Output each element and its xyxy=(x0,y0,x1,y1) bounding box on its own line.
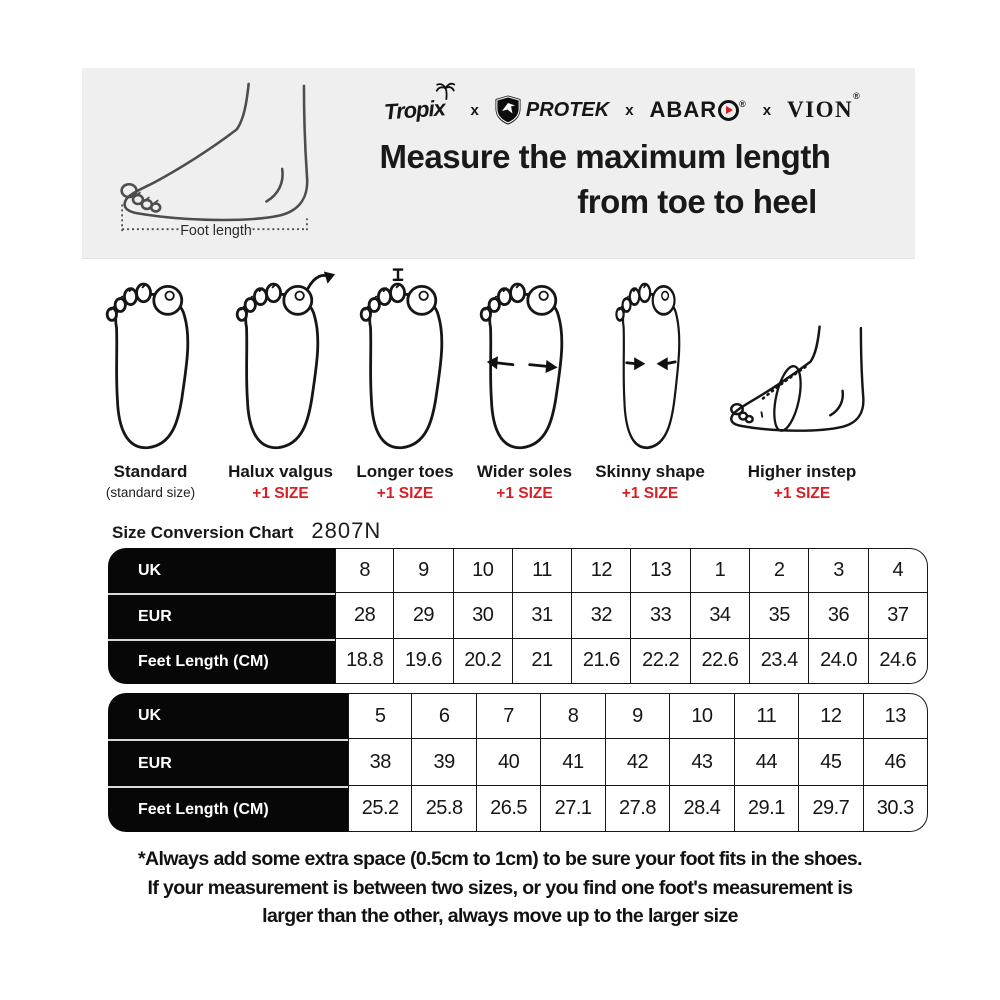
size-cell: 12 xyxy=(799,693,863,739)
brand-separator: x xyxy=(762,101,772,119)
size-cell: 30.3 xyxy=(864,786,928,832)
foot-type-higher-instep xyxy=(712,262,892,503)
size-cell: 29.7 xyxy=(799,786,863,832)
size-cell: 27.8 xyxy=(606,786,670,832)
size-cell: 24.6 xyxy=(869,639,928,684)
heading-line-2: from toe to heel xyxy=(577,183,817,220)
size-cell: 45 xyxy=(799,739,863,785)
size-cell: 10 xyxy=(670,693,734,739)
size-cell: 13 xyxy=(631,548,690,593)
standard-foot-illustration xyxy=(88,262,213,456)
size-cell: 42 xyxy=(606,739,670,785)
size-cell: 6 xyxy=(412,693,476,739)
tropix-logo xyxy=(383,95,455,126)
foot-type-label: Skinny shape xyxy=(595,462,705,481)
size-cell: 33 xyxy=(631,593,690,638)
size-cell: 39 xyxy=(412,739,476,785)
size-cell: 1 xyxy=(691,548,750,593)
vion-logo xyxy=(787,91,862,123)
size-cell: 22.6 xyxy=(691,639,750,684)
size-cell: 2 xyxy=(750,548,809,593)
foot-type-label: Standard xyxy=(113,462,188,481)
size-cell: 4 xyxy=(869,548,928,593)
size-cell: 9 xyxy=(606,693,670,739)
size-cell: 30 xyxy=(454,593,513,638)
abaro-reg-mark: ® xyxy=(739,99,747,109)
size-cell: 18.8 xyxy=(335,639,394,684)
brand-separator: x xyxy=(625,101,634,119)
vion-reg-mark: ® xyxy=(853,91,862,101)
size-cell: 8 xyxy=(335,548,394,593)
measure-banner xyxy=(82,68,915,259)
foot-type-standard xyxy=(88,262,213,500)
size-cell: 22.2 xyxy=(631,639,690,684)
size-cell: 25.8 xyxy=(412,786,476,832)
foot-type-sublabel: +1 SIZE xyxy=(773,485,831,502)
row-header: EUR xyxy=(108,593,335,638)
foot-type-sublabel: +1 SIZE xyxy=(621,485,679,502)
foot-type-sublabel: +1 SIZE xyxy=(252,485,309,502)
size-cell: 5 xyxy=(348,693,412,739)
foot-type-halux-valgus xyxy=(213,262,348,503)
row-header: Feet Length (CM) xyxy=(108,639,335,684)
vion-text: VION xyxy=(787,97,854,122)
size-cell: 28 xyxy=(335,593,394,638)
row-header: UK xyxy=(108,548,335,593)
size-cell: 23.4 xyxy=(750,639,809,684)
foot-type-label: Higher instep xyxy=(747,462,857,481)
size-cell: 44 xyxy=(735,739,799,785)
size-cell: 41 xyxy=(541,739,605,785)
brand-separator: x xyxy=(470,101,479,119)
size-cell: 10 xyxy=(454,548,513,593)
size-cell: 26.5 xyxy=(477,786,541,832)
row-header: Feet Length (CM) xyxy=(108,786,348,832)
size-cell: 43 xyxy=(670,739,734,785)
higher-instep-illustration xyxy=(712,262,892,456)
foot-type-label: Wider soles xyxy=(476,462,573,481)
palm-tree-icon xyxy=(435,81,456,100)
size-cell: 9 xyxy=(394,548,453,593)
size-cell: 32 xyxy=(572,593,631,638)
foot-type-wider-soles xyxy=(462,262,587,503)
size-cell: 20.2 xyxy=(454,639,513,684)
size-cell: 31 xyxy=(513,593,572,638)
footnote-line-1: *Always add some extra space (0.5cm to 1cm) to be sure your foot fits in the shoes. xyxy=(138,848,862,870)
foot-type-label: Longer toes xyxy=(356,462,454,481)
footnote-line-2: If your measurement is between two sizes, or you find one foot's measurement is xyxy=(147,876,853,899)
size-cell: 36 xyxy=(809,593,868,638)
heading-line-1: Measure the maximum length xyxy=(379,138,831,175)
wider-soles-illustration xyxy=(462,262,587,456)
rotate-arrow-icon xyxy=(308,271,335,288)
size-cell: 38 xyxy=(348,739,412,785)
protek-logo xyxy=(495,95,609,125)
size-cell: 13 xyxy=(864,693,928,739)
abaro-o-icon xyxy=(718,100,739,121)
row-header: EUR xyxy=(108,739,348,785)
foot-length-label: Foot length xyxy=(180,223,252,240)
size-cell: 37 xyxy=(869,593,928,638)
foot-type-sublabel: +1 SIZE xyxy=(496,485,553,502)
size-cell: 35 xyxy=(750,593,809,638)
size-cell: 11 xyxy=(513,548,572,593)
size-cell: 27.1 xyxy=(541,786,605,832)
brand-row xyxy=(340,82,905,138)
chart-title-row xyxy=(112,518,381,544)
footnote xyxy=(0,845,1000,931)
size-cell: 3 xyxy=(809,548,868,593)
foot-type-sublabel: +1 SIZE xyxy=(376,485,434,502)
foot-type-longer-toes xyxy=(345,262,465,503)
chart-title: Size Conversion Chart xyxy=(112,523,294,542)
foot-type-skinny-shape xyxy=(585,262,715,503)
size-cell: 25.2 xyxy=(348,786,412,832)
abaro-logo xyxy=(650,97,747,123)
size-cell: 40 xyxy=(477,739,541,785)
skinny-shape-illustration xyxy=(585,262,715,456)
length-mark-icon xyxy=(394,270,402,280)
size-cell: 7 xyxy=(477,693,541,739)
size-cell: 21 xyxy=(513,639,572,684)
banner-heading xyxy=(345,134,865,224)
footnote-line-3: larger than the other, always move up to the larger size xyxy=(262,905,738,927)
size-cell: 24.0 xyxy=(809,639,868,684)
size-cell: 29 xyxy=(394,593,453,638)
size-cell: 19.6 xyxy=(394,639,453,684)
size-cell: 28.4 xyxy=(670,786,734,832)
foot-type-sublabel: (standard size) xyxy=(105,485,196,500)
abaro-text: ABAR xyxy=(649,97,718,122)
size-cell: 21.6 xyxy=(572,639,631,684)
size-table-1 xyxy=(108,548,928,684)
longer-toes-illustration xyxy=(345,262,465,456)
row-header: UK xyxy=(108,693,348,739)
model-number: 2807N xyxy=(311,518,382,543)
protek-text: PROTEK xyxy=(525,98,610,121)
size-table-2 xyxy=(108,693,928,832)
foot-type-label: Halux valgus xyxy=(228,462,333,481)
size-cell: 11 xyxy=(735,693,799,739)
halux-valgus-illustration xyxy=(213,262,348,456)
protek-shield-icon xyxy=(495,95,521,125)
foot-side-illustration xyxy=(98,78,336,246)
size-cell: 34 xyxy=(691,593,750,638)
size-cell: 29.1 xyxy=(735,786,799,832)
size-cell: 8 xyxy=(541,693,605,739)
tropix-text: Tropix xyxy=(382,95,446,125)
size-cell: 46 xyxy=(864,739,928,785)
girth-band-icon xyxy=(769,364,805,433)
size-cell: 12 xyxy=(572,548,631,593)
